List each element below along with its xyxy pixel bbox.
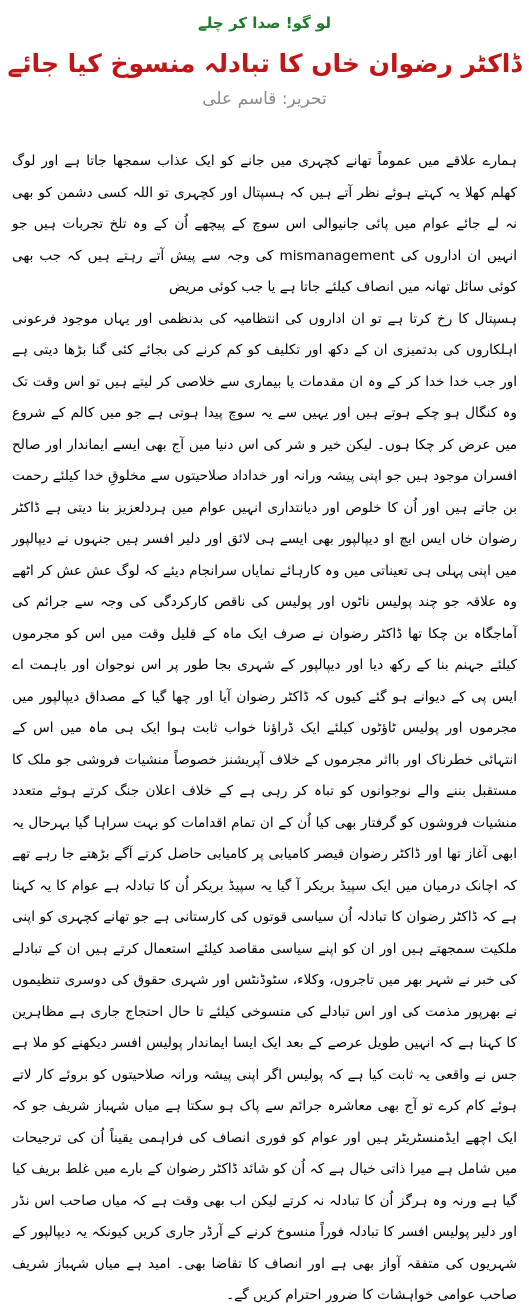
article-paragraph-1 — [12, 146, 517, 304]
article-paragraph-2: ہسپتال کا رخ کرتا ہے تو ان اداروں کی انتظامیہ کی بدنظمی اور یہاں موجود فرعونی اہلکاروں کی بدتمیزی ان کے دکھ اور تکلیف کو کم کرنے کی بجائے کئی گنا بڑھا دیتی ہے اور جب خدا خدا کر کے وہ ان مقدمات یا بیماری سے خلاصی کر لیتے ہیں تو اس وقت تک وہ کنگال ہو چکے ہوتے ہیں اور یہیں سے یہ سوچ پیدا ہوتی ہے جو میں کالم کے شروع میں عرض کر چکا ہوں۔ لیکن خیر و شر کی اس دنیا میں آج بھی ایسے ایماندار اور صالح افسران موجود ہیں جو اپنی پیشہ ورانہ اور خداداد صلاحیتوں سے مخلوقِ خدا کیلئے رحمت بن جاتے ہیں اور اُن کا خلوص اور دیانتداری انہیں عوام میں ہردلعزیز بنا دیتی ہے ڈاکٹر رضوان خاں ایس ایچ او دیپالپور بھی ایسے ہی لائق اور دلیر افسر ہیں جنہوں نے دیپالپور میں اپنی پہلی ہی تعیناتی میں وہ کارہائے نمایاں سرانجام دیئے کہ لوگ عش عش کر اٹھے وہ علاقہ جو چند پولیس ناٹوں اور پولیس کی ناقص کارکردگی کی وجہ سے جرائم کی آماجگاہ بن چکا تھا ڈاکٹر رضوان نے صرف ایک ماہ کے قلیل وقت میں اس کو مجرموں کیلئے جہنم بنا کے رکھ دیا اور دیپالپور کے شہری بجا طور پر اس نوجوان اور باہمت اے ایس پی کے دیوانے ہو گئے کیوں کہ ڈاکٹر رضوان آیا اور چھا گیا کے مصداق دیپالپور میں مجرموں اور پولیس ٹاؤٹوں کیلئے ایک ڈراؤنا خواب ثابت ہوا ایک ہی ماہ میں اس کے انتہائی خطرناک اور بااثر مجرموں کے خلاف آپریشنز خصوصاً منشیات فروشی جو ملک کا مستقبل بننے والے نوجوانوں کو تباہ کر رہی ہے کے خلاف اعلان جنگ کرتے ہوئے متعدد منشیات فروشوں کو گرفتار بھی کیا اُن کے ان تمام اقدامات کو بہت سراہا گیا بہرحال یہ ابھی آغاز تھا اور ڈاکٹر رضوان قیصر کامیابی پر کامیابی حاصل کرتے آگے بڑھتے جا رہے تھے کہ اچانک درمیان میں ایک سپیڈ بریکر آ گیا یہ سپیڈ بریکر اُن کا تبادلہ ہے عوام کا یہ کہنا ہے کہ ڈاکٹر رضوان کا تبادلہ اُن سیاسی قوتوں کی کارستانی ہے جو تھانے کچہری کو اپنی ملکیت سمجھتے ہیں اور ان کو اپنے سیاسی مقاصد کیلئے استعمال کرتے ہیں ان کے تبادلے کی خبر نے شہر بھر میں تاجروں، وکلاء، سٹوڈنٹس اور شہری حقوق کی دوسری تنظیموں نے بھرپور مذمت کی اور اس تبادلے کی منسوخی کیلئے تا حال احتجاج جاری ہے مظاہرین کا کہنا ہے کہ انہیں طویل عرصے کے بعد ایک ایسا ایماندار پولیس افسر دیکھنے کو ملا ہے جس نے واقعی یہ ثابت کیا ہے کہ پولیس اگر اپنی پیشہ ورانہ صلاحیتوں کو بروئے کار لاتے ہوئے کام کرے تو آج بھی معاشرہ جرائم سے پاک ہو سکتا ہے میاں شہباز شریف جو کہ ایک اچھے ایڈمنسٹریٹر ہیں اور عوام کو فوری انصاف کی فراہمی یقیناً اُن کی ترجیحات میں شامل ہے میرا ذاتی خیال ہے کہ اُن کو شائد ڈاکٹر رضوان کے بارے میں غلط بریف کیا گیا ہے ورنہ وہ ہرگز اُن کا تبادلہ نہ کرتے لیکن اب بھی وقت ہے کہ میاں صاحب اس نڈر اور دلیر پولیس افسر کا تبادلہ فوراً منسوخ کرنے کے آرڈر جاری کریں کیونکہ یہ دیپالپور کے شہریوں کی متفقہ آواز بھی ہے اور انصاف کا تقاضا بھی۔ امید ہے میاں شہباز شریف صاحب عوامی خواہشات کا ضرور احترام کریں گے۔ — [12, 310, 517, 1303]
column-name: لو گو! صدا کر چلے — [198, 14, 331, 32]
paragraph-1-english-term: mismanagement — [279, 247, 395, 264]
article-headline: ڈاکٹر رضوان خاں کا تبادلہ منسوخ کیا جائے — [7, 49, 522, 78]
article-body — [12, 146, 517, 1312]
paragraph-1-text-start: ہمارے علاقے میں عموماً تھانے کچہری میں جانے کو ایک عذاب سمجھا جاتا ہے اور لوگ کھلم کھلا یہ کہتے ہوئے نظر آتے ہیں کہ ہسپتال اور کچہری تو اللہ کسی دشمن کو بھی نہ لے جائے عوام میں پائی جانیوالی اس سوچ کے پیچھے اُن کے وہ تلخ تجربات ہیں جو انہیں ان اداروں کی — [12, 153, 517, 264]
paragraph-1-text-end: کی وجہ سے پیش آتے رہتے ہیں کہ جب بھی کوئی سائل تھانہ میں انصاف کیلئے جاتا ہے یا جب کوئی مریض — [12, 247, 517, 295]
article-byline: تحریر: قاسم علی — [202, 89, 327, 109]
